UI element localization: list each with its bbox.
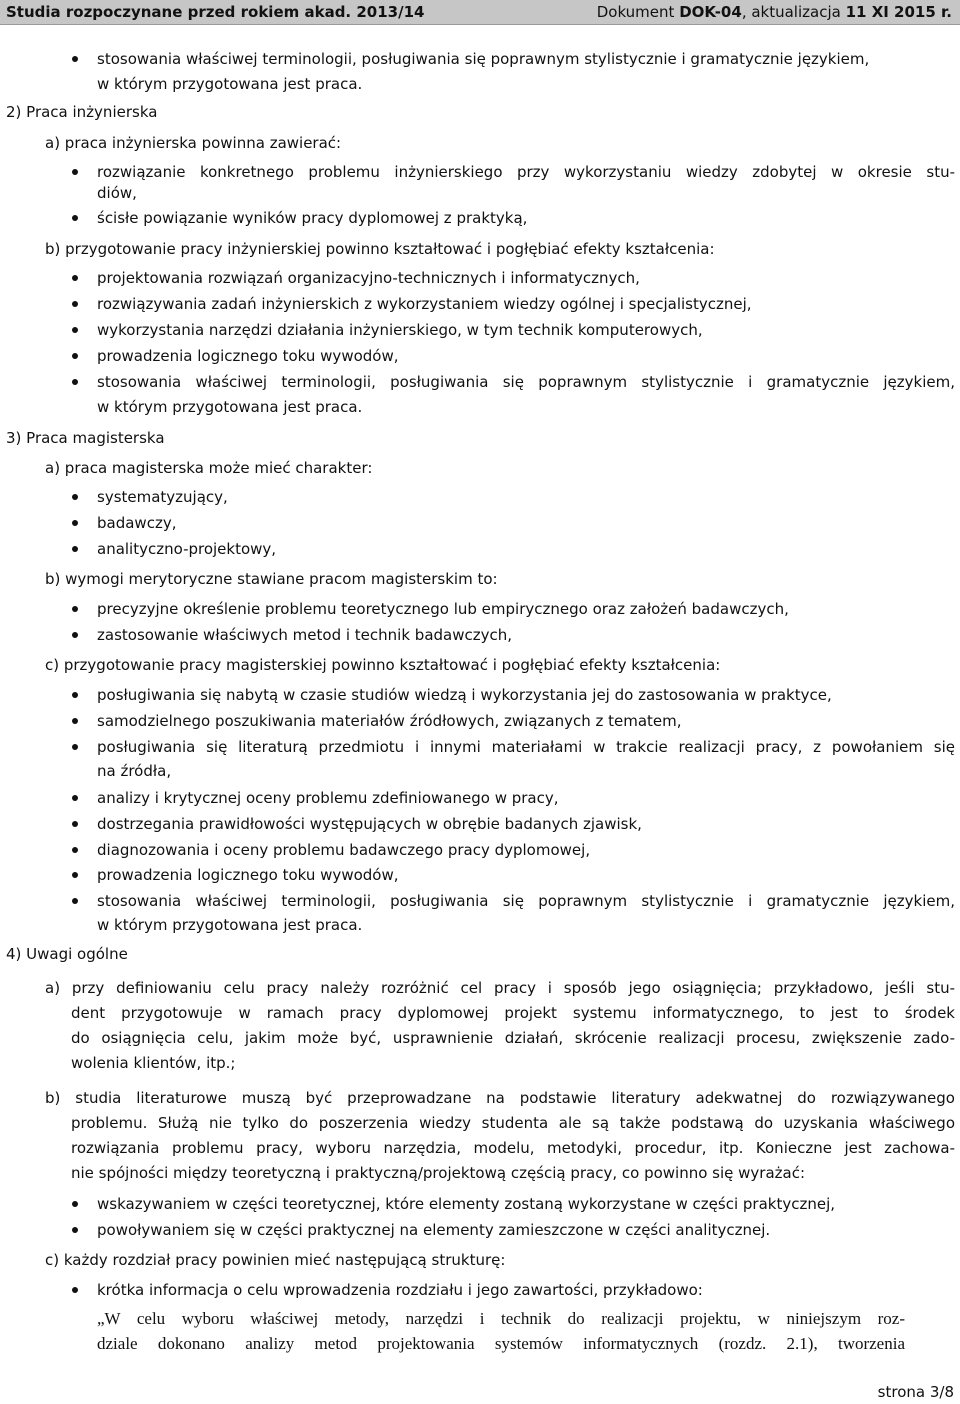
header-update-date: 11 XI 2015 r. — [845, 3, 952, 21]
paragraph-a-line: do osiągnięcia celu, jakim może być, usprawnienie działań, skrócenie realizacji procesu, zwiększenie zado- — [71, 1029, 955, 1047]
bullet-item: stosowania właściwej terminologii, posługiwania się poprawnym stylistycznie i gramatycznie językiem, — [97, 49, 955, 69]
bullet-item: stosowania właściwej terminologii, posługiwania się poprawnym stylistycznie i gramatycznie językiem, — [97, 892, 955, 910]
bullet-item: prowadzenia logicznego toku wywodów, — [97, 866, 399, 884]
bullet-item: analizy i krytycznej oceny problemu zdefiniowanego w pracy, — [97, 789, 559, 807]
bullet-item: wskazywaniem w części teoretycznej, które elementy zostaną wykorzystane w części praktycznej, — [97, 1195, 836, 1213]
header-doc-id: DOK-04 — [679, 3, 742, 21]
paragraph-b-line: problemu. Służą nie tylko do poszerzenia wiedzy studenta ale są także podstawą do uzyskania właściwego — [71, 1114, 955, 1132]
paragraph-b-line: b) studia literaturowe muszą być przeprowadzane na podstawie literatury adekwatnej do rozwiązywanego — [45, 1089, 955, 1107]
bullet-item: stosowania właściwej terminologii, posługiwania się poprawnym stylistycznie i gramatycznie językiem, — [97, 373, 955, 391]
subsection-a: a) praca magisterska może mieć charakter: — [45, 459, 373, 477]
section-heading-4: 4) Uwagi ogólne — [6, 945, 128, 963]
subsection-b: b) przygotowanie pracy inżynierskiej powinno kształtować i pogłębiać efekty kształcenia: — [45, 240, 715, 258]
subsection-c: c) każdy rozdział pracy powinien mieć następującą strukturę: — [45, 1251, 506, 1269]
bullet-item: analityczno-projektowy, — [97, 540, 277, 558]
header-study-period: Studia rozpoczynane przed rokiem akad. 2013/14 — [6, 3, 425, 21]
bullet-item: rozwiązywania zadań inżynierskich z wykorzystaniem wiedzy ogólnej i specjalistycznej, — [97, 295, 752, 313]
bullet-item: samodzielnego poszukiwania materiałów źródłowych, związanych z tematem, — [97, 712, 682, 730]
paragraph-b-line: nie spójności między teoretyczną i praktyczną/projektową częścią pracy, co powinno się wyrażać: — [71, 1164, 806, 1182]
continuation-line: w którym przygotowana jest praca. — [97, 75, 363, 93]
bullet-item: posługiwania się nabytą w czasie studiów wiedzą i wykorzystania jej do zastosowania w praktyce, — [97, 686, 832, 704]
paragraph-b-line: rozwiązania problemu pracy, wyboru narzędzia, modelu, metodyki, procedur, itp. Konieczne jest zachowa- — [71, 1139, 955, 1157]
paragraph-a-line: dent przygotowuje w ramach pracy dyplomowej projekt systemu informatycznego, to jest to środek — [71, 1004, 955, 1022]
bullet-item: prowadzenia logicznego toku wywodów, — [97, 347, 399, 365]
bullet-item: powoływaniem się w części praktycznej na elementy zamieszczone w części analitycznej. — [97, 1221, 771, 1239]
bullet-item: dostrzegania prawidłowości występujących w obrębie badanych zjawisk, — [97, 815, 642, 833]
bullet-item: projektowania rozwiązań organizacyjno-technicznych i informatycznych, — [97, 269, 640, 287]
quote-line: „W celu wyboru właściwej metody, narzędzi i technik do realizacji projektu, w niniejszym roz- — [97, 1309, 905, 1328]
bullet-item: precyzyjne określenie problemu teoretycznego lub empirycznego oraz założeń badawczych, — [97, 600, 789, 618]
bullet-item: ścisłe powiązanie wyników pracy dyplomowej z praktyką, — [97, 209, 528, 227]
section-heading-2: 2) Praca inżynierska — [6, 103, 158, 121]
page-header — [0, 0, 960, 25]
continuation-line: w którym przygotowana jest praca. — [97, 398, 363, 416]
subsection-c: c) przygotowanie pracy magisterskiej powinno kształtować i pogłębiać efekty kształcenia: — [45, 656, 721, 674]
paragraph-a-line: a) przy definiowaniu celu pracy należy rozróżnić cel pracy i sposób jego osiągnięcia; przykładowo, jeśli stu- — [45, 979, 955, 997]
subsection-a: a) praca inżynierska powinna zawierać: — [45, 134, 342, 152]
bullet-item: badawczy, — [97, 514, 177, 532]
continuation-line: w którym przygotowana jest praca. — [97, 916, 363, 934]
bullet-item: systematyzujący, — [97, 488, 228, 506]
quote-line: dziale dokonano analizy metod projektowania systemów informatycznych (rozdz. 2.1), tworzenia — [97, 1334, 905, 1353]
continuation-line: na źródła, — [97, 762, 172, 780]
bullet-item: krótka informacja o celu wprowadzenia rozdziału i jego zawartości, przykładowo: — [97, 1281, 703, 1299]
bullet-item: wykorzystania narzędzi działania inżynierskiego, w tym technik komputerowych, — [97, 321, 703, 339]
section-heading-3: 3) Praca magisterska — [6, 429, 165, 447]
paragraph-a-line: wolenia klientów, itp.; — [71, 1054, 236, 1072]
bullet-item: diagnozowania i oceny problemu badawczego pracy dyplomowej, — [97, 841, 591, 859]
bullet-item: zastosowanie właściwych metod i technik badawczych, — [97, 626, 513, 644]
bullet-item: posługiwania się literaturą przedmiotu i innymi materiałami w trakcie realizacji pracy, z powołaniem się — [97, 738, 955, 756]
continuation-line: diów, — [97, 184, 137, 202]
header-document-info — [597, 0, 952, 24]
bullet-item: rozwiązanie konkretnego problemu inżynierskiego przy wykorzystaniu wiedzy zdobytej w okresie stu- — [97, 163, 955, 181]
page-number: strona 3/8 — [877, 1383, 954, 1401]
header-doc-prefix: Dokument — [596, 3, 680, 21]
header-update-label: , aktualizacja — [741, 3, 846, 21]
subsection-b: b) wymogi merytoryczne stawiane pracom magisterskim to: — [45, 570, 498, 588]
